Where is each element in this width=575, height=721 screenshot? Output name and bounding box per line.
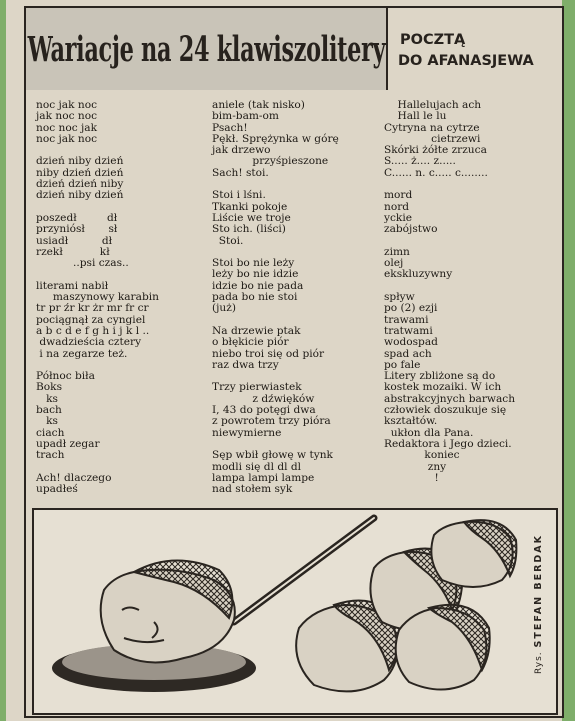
poem-line: Sach! stoi. — [212, 166, 269, 179]
poem-line: przyśpieszone — [212, 155, 329, 168]
poem-line: Skórki żółte zrzuca — [384, 144, 487, 157]
poem-line: dwadzieścia cztery — [36, 336, 142, 349]
poem-line: olej — [384, 257, 404, 270]
poem-column-1 — [36, 100, 206, 495]
poem-line: I, 43 do potęgi dwa — [212, 404, 316, 417]
poem-line: yckie — [384, 211, 412, 224]
section-heading-line2: DO AFANASJEWA — [398, 53, 534, 69]
poem-line: noc jak noc — [36, 99, 98, 111]
credit-prefix: Rys. — [534, 651, 544, 674]
head-group — [296, 520, 516, 691]
poem-line: leży bo nie idzie — [212, 268, 299, 281]
poem-line: tr pr źr kr żr mr fr cr — [36, 302, 149, 315]
article-title: Wariacje na 24 klawiszolitery — [27, 28, 385, 70]
poem-line: literami nabił — [36, 279, 109, 292]
article-frame — [24, 6, 564, 718]
poem-line: aniele (tak nisko) — [212, 99, 305, 111]
poem-line: Tkanki pokoje — [212, 200, 288, 213]
poem-line: ! — [384, 471, 439, 484]
poem-line: Litery zbliżone są do — [384, 370, 496, 383]
poem-line: Hallelujach ach — [384, 99, 482, 111]
poem-line: idzie bo nie pada — [212, 279, 304, 292]
section-heading-line1: POCZTĄ — [400, 32, 466, 48]
poem-line: Sto ich. (liści) — [212, 223, 286, 236]
poem-line: dzień niby dzień — [36, 155, 124, 168]
poem-line: jak drzewo — [212, 144, 271, 157]
poem-line: niewymierne — [212, 426, 282, 439]
poem-line: Redaktora i Jego dzieci. — [384, 437, 512, 450]
poem-line: Stoi bo nie leży — [212, 257, 295, 270]
poem-line: Na drzewie ptak — [212, 324, 301, 337]
poem-line: Sęp wbił głowę w tynk — [212, 449, 333, 462]
poem-line: pociągnął za cyngiel — [36, 313, 146, 326]
poem-line: a b c d e f g h i j k l .. — [36, 324, 150, 337]
poem-line: jak noc noc — [36, 110, 98, 123]
poem-line: bim-bam-om — [212, 110, 279, 123]
poem-line: i na zegarze też. — [36, 347, 128, 360]
poem-line: z dźwięków — [212, 392, 315, 405]
poem-line: noc jak noc — [36, 132, 98, 145]
poem-line: ks — [36, 415, 58, 428]
credit-name: STEFAN BERDAK — [533, 534, 544, 648]
illustration — [32, 508, 558, 715]
poem-line: rzekł kł — [36, 245, 110, 258]
poem-line: ks — [36, 392, 58, 405]
poem-line: bach — [36, 404, 62, 417]
poem-line: Liście we troje — [212, 211, 291, 224]
poem-line: poszedł dł — [36, 211, 118, 224]
poem-line: tratwami — [384, 324, 433, 337]
poem-line: człowiek doszukuje się — [384, 404, 507, 417]
poem-line: kształtów. — [384, 415, 438, 428]
illustration-credit — [533, 534, 544, 674]
poem-line: maszynowy karabin — [36, 291, 159, 304]
poem-line: abstrakcyjnych barwach — [384, 392, 516, 405]
poem-line: zny — [384, 460, 447, 473]
head-in-pan — [101, 560, 235, 662]
poem-line: kostek mozaiki. W ich — [384, 381, 502, 394]
poem-line: mord — [384, 189, 413, 202]
poem-line: usiadł dł — [36, 234, 113, 247]
poem-line: nord — [384, 200, 410, 213]
illustration-drawing — [34, 510, 556, 713]
poem-line: nad stołem syk — [212, 483, 293, 496]
poem-line: zabójstwo — [384, 223, 438, 236]
poem-line: pada bo nie stoi — [212, 291, 298, 304]
poem-line: spływ — [384, 291, 415, 304]
newspaper-page — [6, 0, 562, 721]
poem-line — [384, 236, 560, 247]
poem-line: po fale — [384, 358, 421, 371]
poem-line: ciach — [36, 426, 65, 439]
poem-line: przyniósł sł — [36, 223, 118, 236]
poem-line: Pękł. Sprężynka w górę — [212, 132, 339, 145]
poem-line: trawami — [384, 313, 429, 326]
poem-line: niby dzień dzień — [36, 166, 124, 179]
poem-line: modli się dl dl dl — [212, 460, 302, 473]
poem-line: Psach! — [212, 121, 248, 134]
poem-line: (już) — [212, 302, 236, 315]
poem-line: niebo troi się od piór — [212, 347, 325, 360]
poem-line: o błękicie piór — [212, 336, 289, 349]
poem-line: noc noc jak — [36, 121, 98, 134]
poem-line: spad ach — [384, 347, 432, 360]
poem-line: Boks — [36, 381, 63, 394]
poem-line: ukłon dla Pana. — [384, 426, 474, 439]
poem-line: wodospad — [384, 336, 438, 349]
poem-line: raz dwa trzy — [212, 358, 279, 371]
poem-line: lampa lampi lampe — [212, 471, 315, 484]
poem-line: z powrotem trzy pióra — [212, 415, 331, 428]
poem-line: S..... ż.... z..... — [384, 155, 456, 168]
poem-line: upadłeś — [36, 483, 78, 496]
poem-line: Ach! dlaczego — [36, 471, 112, 484]
poem-line: Północ biła — [36, 370, 95, 383]
poem-line: upadł zegar — [36, 437, 100, 450]
poem-column-3 — [384, 100, 560, 484]
poem-line: C...... n. c..... c........ — [384, 166, 488, 179]
poem-column-2 — [212, 100, 382, 495]
poem-line: ..psi czas.. — [36, 257, 129, 270]
poem-line: cietrzewi — [384, 132, 481, 145]
poem-line: zimn — [384, 245, 410, 258]
poem-line: Stoi. — [212, 234, 244, 247]
poem-line: Hall le lu — [384, 110, 447, 123]
poem-line: ekskluzywny — [384, 268, 453, 281]
poem-line: Cytryna na cytrze — [384, 121, 480, 134]
section-heading — [388, 30, 560, 72]
poem-line: koniec — [384, 449, 460, 462]
poem-line: dzień niby dzień — [36, 189, 124, 202]
poem-line: trach — [36, 449, 65, 462]
poem-line: dzień dzień niby — [36, 178, 124, 191]
poem-line: Trzy pierwiastek — [212, 381, 302, 394]
article-title-box — [26, 8, 388, 90]
poem-line: Stoi i lśni. — [212, 189, 266, 202]
poem-line: po (2) ezji — [384, 302, 438, 315]
